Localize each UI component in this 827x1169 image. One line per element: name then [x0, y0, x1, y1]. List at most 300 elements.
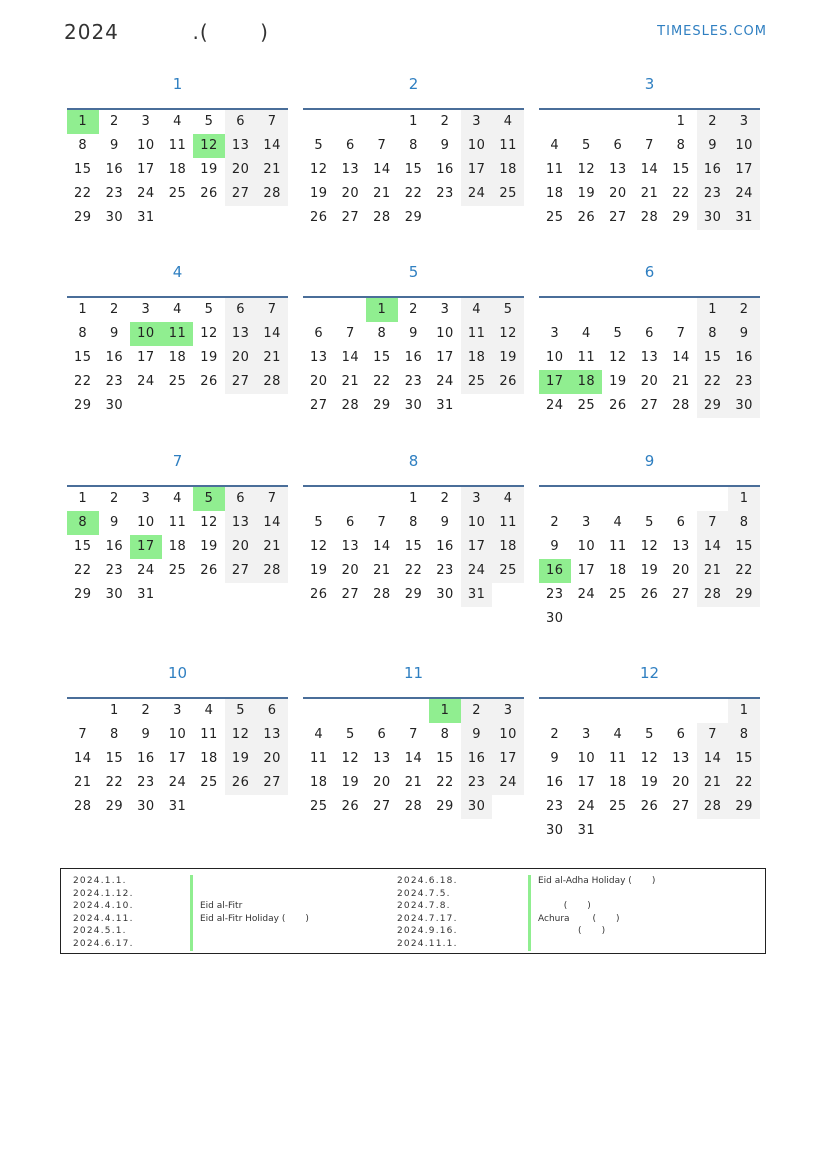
day-cell[interactable]: 8 — [728, 511, 760, 535]
day-cell[interactable]: 24 — [137, 186, 155, 201]
day-cell[interactable]: 5 — [613, 326, 623, 341]
day-cell[interactable]: 23 — [436, 186, 454, 201]
day-cell[interactable]: 9 — [109, 326, 119, 341]
day-cell[interactable]: 31 — [728, 206, 760, 230]
day-cell[interactable]: 12 — [310, 539, 328, 554]
day-cell[interactable]: 10 — [461, 511, 493, 535]
day-cell[interactable]: 5 — [492, 298, 524, 322]
day-cell[interactable]: 22 — [672, 186, 690, 201]
day-cell[interactable]: 16 — [728, 346, 760, 370]
day-cell[interactable]: 10 — [168, 727, 187, 742]
day-cell[interactable]: 8 — [440, 727, 450, 742]
day-cell[interactable]: 29 — [728, 795, 760, 819]
day-cell[interactable]: 30 — [105, 210, 124, 225]
day-cell[interactable]: 4 — [173, 302, 182, 317]
day-cell[interactable]: 1 — [728, 699, 760, 723]
day-cell[interactable]: 21 — [697, 771, 729, 795]
day-cell[interactable]: 25 — [546, 210, 564, 225]
day-cell[interactable]: 22 — [436, 775, 454, 790]
day-cell[interactable]: 2 — [409, 302, 418, 317]
day-cell[interactable]: 24 — [577, 587, 596, 602]
day-cell[interactable]: 11 — [461, 322, 493, 346]
day-cell[interactable]: 16 — [539, 559, 571, 583]
day-cell[interactable]: 15 — [404, 539, 423, 554]
day-cell[interactable]: 23 — [728, 370, 760, 394]
day-cell[interactable]: 8 — [78, 326, 88, 341]
day-cell[interactable]: 13 — [225, 322, 257, 346]
day-cell[interactable]: 15 — [74, 162, 92, 177]
day-cell[interactable]: 27 — [640, 398, 659, 413]
day-cell[interactable]: 21 — [672, 374, 690, 389]
day-cell[interactable]: 8 — [697, 322, 729, 346]
day-cell[interactable]: 16 — [436, 162, 454, 177]
day-cell[interactable]: 1 — [409, 491, 418, 506]
day-cell[interactable]: 31 — [168, 799, 187, 814]
day-cell[interactable]: 19 — [200, 350, 218, 365]
day-cell[interactable]: 31 — [577, 823, 596, 838]
day-cell[interactable]: 7 — [697, 511, 729, 535]
day-cell[interactable]: 11 — [609, 539, 627, 554]
day-cell[interactable]: 20 — [225, 346, 257, 370]
day-cell[interactable]: 14 — [256, 511, 288, 535]
day-cell[interactable]: 23 — [137, 775, 155, 790]
day-cell[interactable]: 12 — [193, 134, 225, 158]
day-cell[interactable]: 10 — [492, 723, 524, 747]
day-cell[interactable]: 26 — [200, 563, 218, 578]
day-cell[interactable]: 18 — [168, 162, 187, 177]
day-cell[interactable]: 3 — [461, 487, 493, 511]
day-cell[interactable]: 6 — [645, 326, 654, 341]
day-cell[interactable]: 18 — [571, 370, 603, 394]
day-cell[interactable]: 14 — [373, 162, 391, 177]
day-cell[interactable]: 12 — [577, 162, 596, 177]
day-cell[interactable]: 31 — [461, 583, 493, 607]
day-cell[interactable]: 25 — [200, 775, 218, 790]
day-cell[interactable]: 28 — [640, 210, 659, 225]
day-cell[interactable]: 21 — [256, 346, 288, 370]
day-cell[interactable]: 22 — [404, 186, 423, 201]
day-cell[interactable]: 24 — [137, 374, 155, 389]
day-cell[interactable]: 10 — [577, 539, 596, 554]
day-cell[interactable]: 9 — [109, 138, 119, 153]
day-cell[interactable]: 26 — [200, 374, 218, 389]
day-cell[interactable]: 11 — [546, 162, 564, 177]
day-cell[interactable]: 24 — [728, 182, 760, 206]
day-cell[interactable]: 17 — [461, 158, 493, 182]
day-cell[interactable]: 5 — [645, 515, 654, 530]
day-cell[interactable]: 9 — [109, 515, 119, 530]
day-cell[interactable]: 1 — [366, 298, 398, 322]
day-cell[interactable]: 23 — [105, 186, 124, 201]
day-cell[interactable]: 20 — [672, 775, 690, 790]
day-cell[interactable]: 7 — [697, 723, 729, 747]
day-cell[interactable]: 1 — [67, 110, 99, 134]
day-cell[interactable]: 12 — [341, 751, 360, 766]
day-cell[interactable]: 29 — [74, 587, 92, 602]
day-cell[interactable]: 20 — [310, 374, 328, 389]
day-cell[interactable]: 22 — [728, 771, 760, 795]
day-cell[interactable]: 30 — [404, 398, 423, 413]
day-cell[interactable]: 2 — [550, 727, 560, 742]
day-cell[interactable]: 4 — [550, 138, 560, 153]
day-cell[interactable]: 20 — [256, 747, 288, 771]
day-cell[interactable]: 13 — [225, 511, 257, 535]
day-cell[interactable]: 28 — [74, 799, 92, 814]
day-cell[interactable]: 17 — [137, 162, 155, 177]
day-cell[interactable]: 26 — [310, 210, 328, 225]
day-cell[interactable]: 13 — [341, 539, 360, 554]
day-cell[interactable]: 20 — [672, 563, 690, 578]
day-cell[interactable]: 1 — [676, 114, 686, 129]
day-cell[interactable]: 25 — [609, 587, 627, 602]
day-cell[interactable]: 21 — [640, 186, 659, 201]
day-cell[interactable]: 16 — [461, 747, 493, 771]
day-cell[interactable]: 18 — [609, 563, 627, 578]
day-cell[interactable]: 3 — [440, 302, 450, 317]
day-cell[interactable]: 27 — [672, 587, 690, 602]
day-cell[interactable]: 27 — [225, 370, 257, 394]
day-cell[interactable]: 8 — [109, 727, 119, 742]
day-cell[interactable]: 27 — [341, 210, 360, 225]
day-cell[interactable]: 12 — [609, 350, 627, 365]
day-cell[interactable]: 6 — [676, 515, 686, 530]
day-cell[interactable]: 30 — [546, 611, 564, 626]
day-cell[interactable]: 19 — [200, 162, 218, 177]
day-cell[interactable]: 29 — [697, 394, 729, 418]
day-cell[interactable]: 25 — [492, 182, 524, 206]
day-cell[interactable]: 5 — [225, 699, 257, 723]
day-cell[interactable]: 27 — [672, 799, 690, 814]
day-cell[interactable]: 30 — [436, 587, 454, 602]
day-cell[interactable]: 16 — [436, 539, 454, 554]
day-cell[interactable]: 4 — [173, 114, 182, 129]
day-cell[interactable]: 22 — [74, 186, 92, 201]
day-cell[interactable]: 4 — [461, 298, 493, 322]
day-cell[interactable]: 24 — [546, 398, 564, 413]
day-cell[interactable]: 31 — [436, 398, 454, 413]
day-cell[interactable]: 10 — [728, 134, 760, 158]
day-cell[interactable]: 29 — [373, 398, 391, 413]
day-cell[interactable]: 28 — [256, 370, 288, 394]
day-cell[interactable]: 6 — [225, 487, 257, 511]
day-cell[interactable]: 11 — [492, 134, 524, 158]
day-cell[interactable]: 25 — [461, 370, 493, 394]
day-cell[interactable]: 10 — [546, 350, 564, 365]
day-cell[interactable]: 3 — [728, 110, 760, 134]
day-cell[interactable]: 21 — [256, 158, 288, 182]
day-cell[interactable]: 10 — [436, 326, 454, 341]
day-cell[interactable]: 26 — [492, 370, 524, 394]
day-cell[interactable]: 17 — [130, 535, 162, 559]
day-cell[interactable]: 14 — [404, 751, 423, 766]
day-cell[interactable]: 7 — [377, 138, 387, 153]
day-cell[interactable]: 11 — [492, 511, 524, 535]
day-cell[interactable]: 28 — [697, 795, 729, 819]
day-cell[interactable]: 7 — [345, 326, 355, 341]
day-cell[interactable]: 18 — [310, 775, 328, 790]
day-cell[interactable]: 24 — [492, 771, 524, 795]
day-cell[interactable]: 1 — [429, 699, 461, 723]
day-cell[interactable]: 3 — [141, 302, 151, 317]
day-cell[interactable]: 23 — [105, 374, 124, 389]
day-cell[interactable]: 12 — [640, 539, 659, 554]
day-cell[interactable]: 9 — [461, 723, 493, 747]
day-cell[interactable]: 22 — [697, 370, 729, 394]
day-cell[interactable]: 14 — [640, 162, 659, 177]
day-cell[interactable]: 3 — [550, 326, 560, 341]
day-cell[interactable]: 20 — [341, 186, 360, 201]
day-cell[interactable]: 5 — [314, 515, 324, 530]
day-cell[interactable]: 30 — [728, 394, 760, 418]
day-cell[interactable]: 4 — [492, 110, 524, 134]
day-cell[interactable]: 3 — [461, 110, 493, 134]
day-cell[interactable]: 8 — [409, 515, 418, 530]
day-cell[interactable]: 27 — [225, 182, 257, 206]
day-cell[interactable]: 23 — [546, 799, 564, 814]
day-cell[interactable]: 15 — [373, 350, 391, 365]
day-cell[interactable]: 17 — [168, 751, 187, 766]
day-cell[interactable]: 9 — [697, 134, 729, 158]
day-cell[interactable]: 6 — [345, 515, 355, 530]
day-cell[interactable]: 6 — [613, 138, 623, 153]
day-cell[interactable]: 26 — [341, 799, 360, 814]
day-cell[interactable]: 4 — [314, 727, 324, 742]
day-cell[interactable]: 2 — [109, 114, 119, 129]
day-cell[interactable]: 23 — [546, 587, 564, 602]
day-cell[interactable]: 17 — [492, 747, 524, 771]
day-cell[interactable]: 11 — [577, 350, 596, 365]
day-cell[interactable]: 30 — [137, 799, 155, 814]
day-cell[interactable]: 11 — [609, 751, 627, 766]
day-cell[interactable]: 17 — [577, 563, 596, 578]
day-cell[interactable]: 19 — [577, 186, 596, 201]
day-cell[interactable]: 5 — [345, 727, 355, 742]
day-cell[interactable]: 2 — [440, 491, 450, 506]
day-cell[interactable]: 22 — [404, 563, 423, 578]
day-cell[interactable]: 31 — [137, 587, 155, 602]
day-cell[interactable]: 6 — [256, 699, 288, 723]
day-cell[interactable]: 15 — [74, 350, 92, 365]
day-cell[interactable]: 24 — [436, 374, 454, 389]
day-cell[interactable]: 15 — [436, 751, 454, 766]
day-cell[interactable]: 7 — [377, 515, 387, 530]
day-cell[interactable]: 21 — [341, 374, 360, 389]
day-cell[interactable]: 20 — [640, 374, 659, 389]
day-cell[interactable]: 9 — [550, 539, 560, 554]
day-cell[interactable]: 13 — [373, 751, 391, 766]
day-cell[interactable]: 15 — [105, 751, 124, 766]
day-cell[interactable]: 7 — [78, 727, 88, 742]
day-cell[interactable]: 23 — [436, 563, 454, 578]
day-cell[interactable]: 1 — [78, 491, 88, 506]
day-cell[interactable]: 28 — [256, 559, 288, 583]
day-cell[interactable]: 2 — [461, 699, 493, 723]
day-cell[interactable]: 30 — [105, 587, 124, 602]
day-cell[interactable]: 5 — [204, 114, 214, 129]
day-cell[interactable]: 12 — [640, 751, 659, 766]
day-cell[interactable]: 18 — [546, 186, 564, 201]
day-cell[interactable]: 25 — [577, 398, 596, 413]
day-cell[interactable]: 2 — [697, 110, 729, 134]
day-cell[interactable]: 24 — [461, 559, 493, 583]
day-cell[interactable]: 7 — [256, 298, 288, 322]
day-cell[interactable]: 14 — [697, 747, 729, 771]
day-cell[interactable]: 5 — [204, 302, 214, 317]
day-cell[interactable]: 4 — [173, 491, 182, 506]
day-cell[interactable]: 30 — [105, 398, 124, 413]
day-cell[interactable]: 26 — [310, 587, 328, 602]
day-cell[interactable]: 14 — [74, 751, 92, 766]
day-cell[interactable]: 25 — [168, 563, 187, 578]
day-cell[interactable]: 20 — [225, 158, 257, 182]
day-cell[interactable]: 6 — [225, 298, 257, 322]
day-cell[interactable]: 26 — [609, 398, 627, 413]
day-cell[interactable]: 30 — [697, 206, 729, 230]
day-cell[interactable]: 13 — [256, 723, 288, 747]
day-cell[interactable]: 8 — [78, 138, 88, 153]
day-cell[interactable]: 29 — [436, 799, 454, 814]
day-cell[interactable]: 28 — [373, 210, 391, 225]
day-cell[interactable]: 19 — [200, 539, 218, 554]
day-cell[interactable]: 7 — [645, 138, 654, 153]
day-cell[interactable]: 12 — [200, 326, 218, 341]
day-cell[interactable]: 3 — [492, 699, 524, 723]
day-cell[interactable]: 12 — [200, 515, 218, 530]
day-cell[interactable]: 1 — [697, 298, 729, 322]
day-cell[interactable]: 13 — [609, 162, 627, 177]
day-cell[interactable]: 29 — [728, 583, 760, 607]
day-cell[interactable]: 2 — [109, 491, 119, 506]
day-cell[interactable]: 23 — [404, 374, 423, 389]
day-cell[interactable]: 11 — [200, 727, 218, 742]
day-cell[interactable]: 12 — [492, 322, 524, 346]
day-cell[interactable]: 21 — [697, 559, 729, 583]
day-cell[interactable]: 7 — [409, 727, 418, 742]
day-cell[interactable]: 25 — [168, 374, 187, 389]
day-cell[interactable]: 4 — [492, 487, 524, 511]
day-cell[interactable]: 2 — [550, 515, 560, 530]
day-cell[interactable]: 27 — [310, 398, 328, 413]
day-cell[interactable]: 22 — [105, 775, 124, 790]
day-cell[interactable]: 26 — [640, 799, 659, 814]
day-cell[interactable]: 14 — [697, 535, 729, 559]
day-cell[interactable]: 18 — [461, 346, 493, 370]
day-cell[interactable]: 23 — [105, 563, 124, 578]
day-cell[interactable]: 2 — [141, 703, 151, 718]
day-cell[interactable]: 22 — [74, 563, 92, 578]
day-cell[interactable]: 14 — [256, 134, 288, 158]
day-cell[interactable]: 16 — [105, 162, 124, 177]
day-cell[interactable]: 12 — [225, 723, 257, 747]
day-cell[interactable]: 28 — [672, 398, 690, 413]
day-cell[interactable]: 14 — [672, 350, 690, 365]
day-cell[interactable]: 10 — [137, 515, 155, 530]
day-cell[interactable]: 30 — [546, 823, 564, 838]
day-cell[interactable]: 21 — [404, 775, 423, 790]
day-cell[interactable]: 24 — [168, 775, 187, 790]
day-cell[interactable]: 8 — [728, 723, 760, 747]
day-cell[interactable]: 19 — [310, 563, 328, 578]
day-cell[interactable]: 25 — [492, 559, 524, 583]
day-cell[interactable]: 22 — [74, 374, 92, 389]
day-cell[interactable]: 27 — [341, 587, 360, 602]
day-cell[interactable]: 1 — [409, 114, 418, 129]
day-cell[interactable]: 26 — [200, 186, 218, 201]
day-cell[interactable]: 15 — [728, 747, 760, 771]
day-cell[interactable]: 19 — [640, 775, 659, 790]
day-cell[interactable]: 11 — [310, 751, 328, 766]
day-cell[interactable]: 15 — [672, 162, 690, 177]
day-cell[interactable]: 1 — [728, 487, 760, 511]
day-cell[interactable]: 8 — [409, 138, 418, 153]
day-cell[interactable]: 25 — [609, 799, 627, 814]
day-cell[interactable]: 7 — [256, 110, 288, 134]
day-cell[interactable]: 18 — [168, 350, 187, 365]
day-cell[interactable]: 6 — [676, 727, 686, 742]
day-cell[interactable]: 12 — [310, 162, 328, 177]
day-cell[interactable]: 13 — [672, 539, 690, 554]
day-cell[interactable]: 20 — [609, 186, 627, 201]
day-cell[interactable]: 1 — [78, 302, 88, 317]
day-cell[interactable]: 3 — [581, 515, 591, 530]
day-cell[interactable]: 13 — [672, 751, 690, 766]
day-cell[interactable]: 8 — [676, 138, 686, 153]
day-cell[interactable]: 5 — [314, 138, 324, 153]
day-cell[interactable]: 5 — [581, 138, 591, 153]
day-cell[interactable]: 20 — [373, 775, 391, 790]
day-cell[interactable]: 17 — [436, 350, 454, 365]
day-cell[interactable]: 30 — [461, 795, 493, 819]
day-cell[interactable]: 27 — [373, 799, 391, 814]
day-cell[interactable]: 16 — [105, 539, 124, 554]
day-cell[interactable]: 18 — [168, 539, 187, 554]
day-cell[interactable]: 4 — [613, 515, 623, 530]
day-cell[interactable]: 29 — [74, 398, 92, 413]
day-cell[interactable]: 27 — [609, 210, 627, 225]
day-cell[interactable]: 10 — [577, 751, 596, 766]
day-cell[interactable]: 13 — [640, 350, 659, 365]
day-cell[interactable]: 6 — [345, 138, 355, 153]
day-cell[interactable]: 1 — [109, 703, 119, 718]
day-cell[interactable]: 17 — [577, 775, 596, 790]
day-cell[interactable]: 27 — [256, 771, 288, 795]
day-cell[interactable]: 26 — [225, 771, 257, 795]
day-cell[interactable]: 22 — [728, 559, 760, 583]
day-cell[interactable]: 29 — [404, 587, 423, 602]
day-cell[interactable]: 2 — [109, 302, 119, 317]
day-cell[interactable]: 4 — [613, 727, 623, 742]
day-cell[interactable]: 20 — [225, 535, 257, 559]
day-cell[interactable]: 20 — [341, 563, 360, 578]
day-cell[interactable]: 21 — [74, 775, 92, 790]
day-cell[interactable]: 29 — [105, 799, 124, 814]
day-cell[interactable]: 21 — [256, 535, 288, 559]
day-cell[interactable]: 24 — [461, 182, 493, 206]
day-cell[interactable]: 3 — [141, 491, 151, 506]
day-cell[interactable]: 16 — [404, 350, 423, 365]
day-cell[interactable]: 8 — [67, 511, 99, 535]
day-cell[interactable]: 9 — [728, 322, 760, 346]
brand-logo-text[interactable]: TIMESLES.COM — [657, 24, 767, 39]
day-cell[interactable]: 8 — [377, 326, 387, 341]
day-cell[interactable]: 24 — [577, 799, 596, 814]
day-cell[interactable]: 28 — [373, 587, 391, 602]
day-cell[interactable]: 23 — [697, 182, 729, 206]
day-cell[interactable]: 25 — [168, 186, 187, 201]
day-cell[interactable]: 5 — [645, 727, 654, 742]
day-cell[interactable]: 29 — [74, 210, 92, 225]
day-cell[interactable]: 13 — [341, 162, 360, 177]
